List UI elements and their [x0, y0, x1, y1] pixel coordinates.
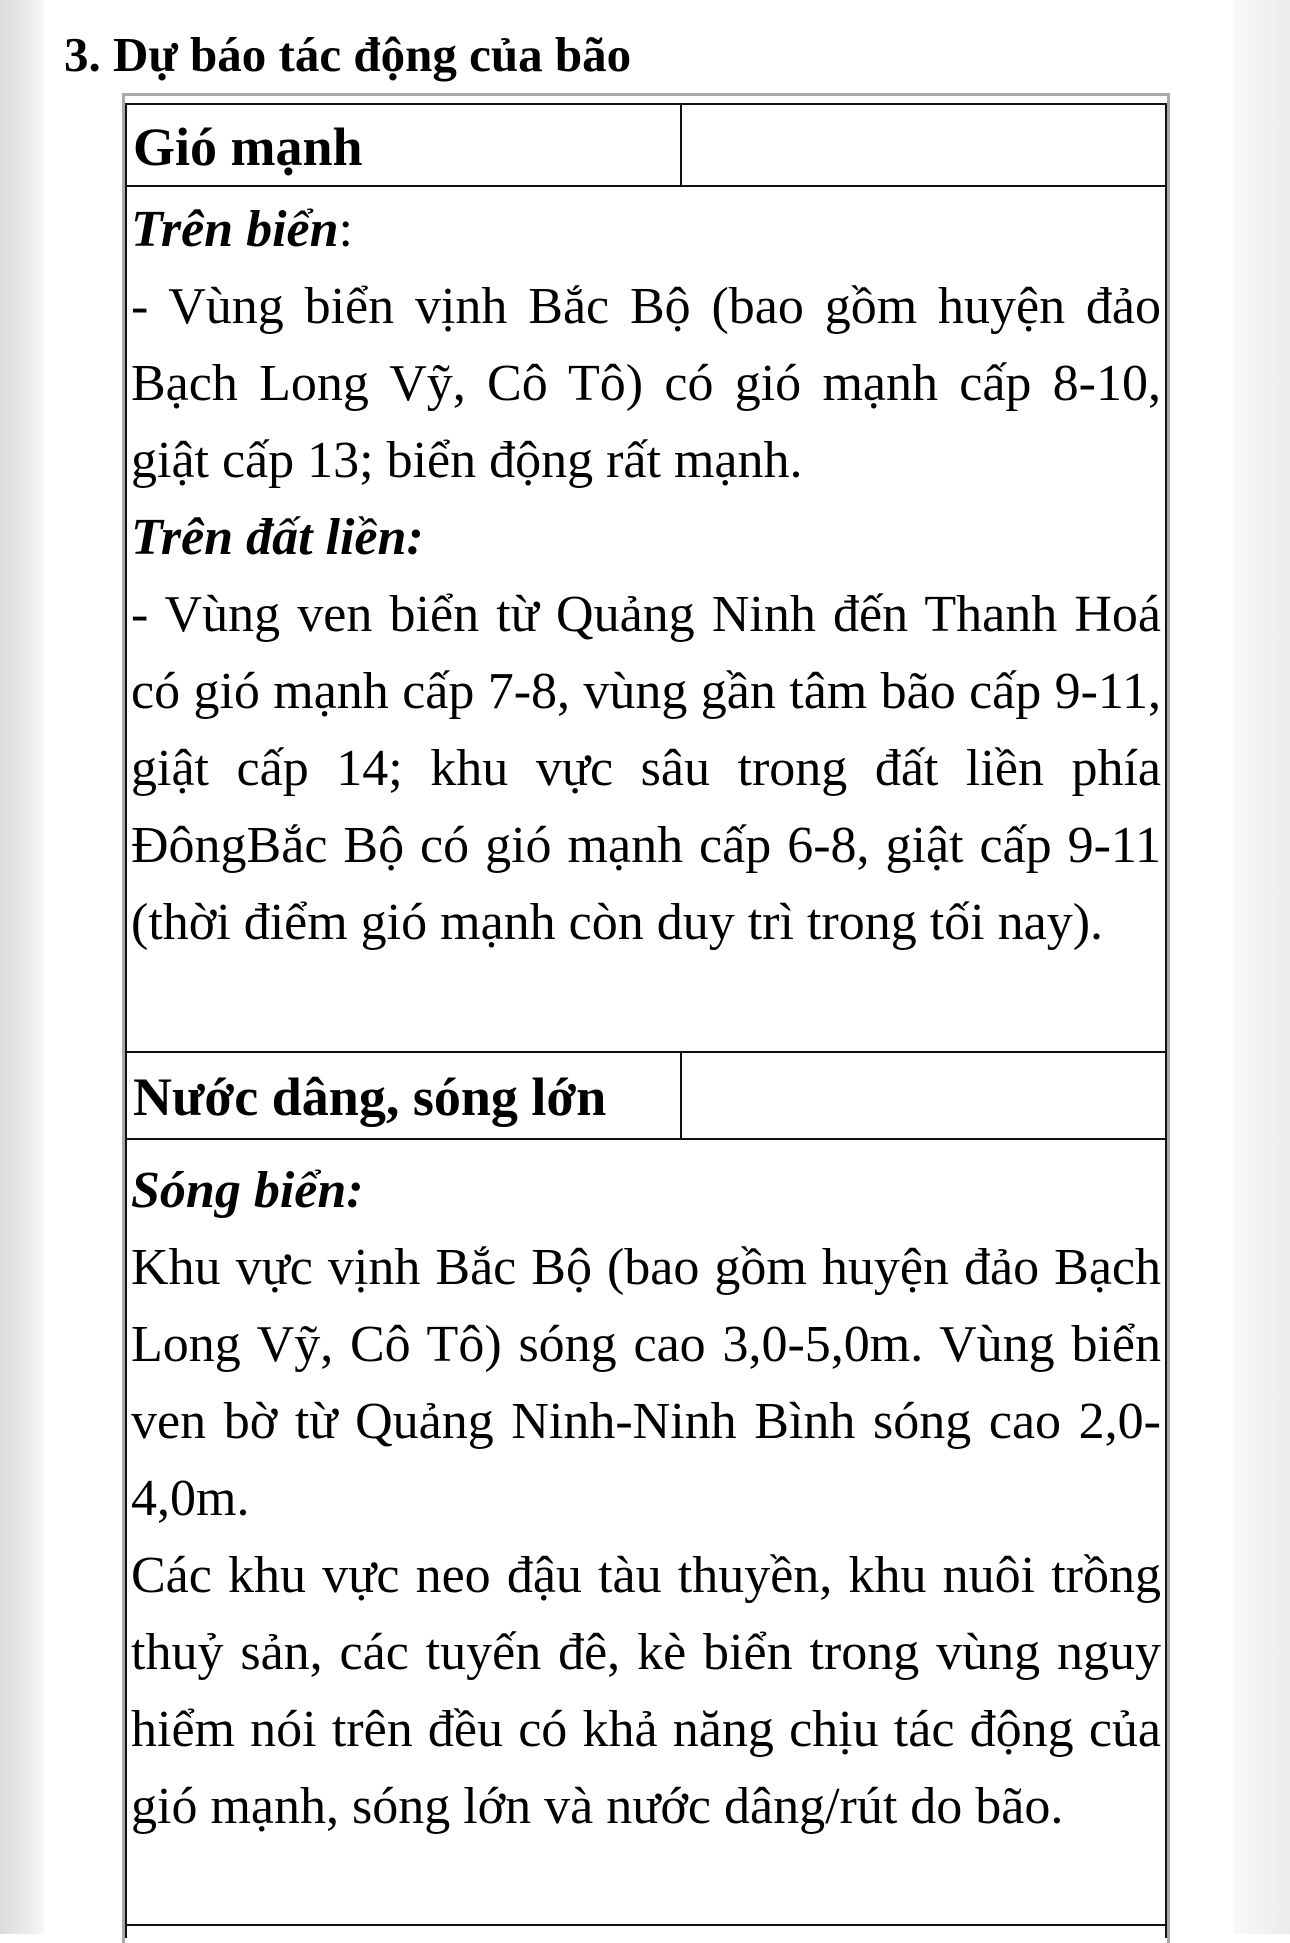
waves-text-2: Các khu vực neo đậu tàu thuyền, khu nuôi trồng thuỷ sản, các tuyến đê, kè biển trong vùng nguy hiểm nói trên đều có khả năng chịu tác động của gió mạnh, sóng lớn và nước dâng/rút do bão. — [131, 1547, 1161, 1835]
wind-header: Gió mạnh — [133, 117, 363, 177]
surge-header-cell — [125, 1051, 682, 1140]
sea-label-line — [131, 191, 1161, 268]
next-row-border — [125, 1924, 1167, 1934]
sea-label-colon: : — [338, 201, 353, 258]
wind-header-cell — [125, 103, 682, 187]
land-text: - Vùng ven biển từ Quảng Ninh đến Thanh Hoá có gió mạnh cấp 7-8, vùng gần tâm bão cấp 9-11, giật cấp 14; khu vực sâu trong đất liền phía ĐôngBắc Bộ có gió mạnh cấp 6-8, giật cấp 9-11 (thời điểm gió mạnh còn duy trì trong tối nay). — [131, 586, 1161, 951]
wind-body-cell — [125, 185, 1167, 1053]
right-margin-shade — [1234, 0, 1290, 1934]
waves-text-1: Khu vực vịnh Bắc Bộ (bao gồm huyện đảo Bạch Long Vỹ, Cô Tô) sóng cao 3,0-5,0m. Vùng biển ven bờ từ Quảng Ninh-Ninh Bình sóng cao 2,0-4,0m. — [131, 1239, 1161, 1527]
waves-label: Sóng biển: — [131, 1162, 364, 1219]
surge-body-cell — [125, 1138, 1167, 1938]
land-label: Trên đất liền: — [131, 509, 424, 566]
section-title: 3. Dự báo tác động của bão — [64, 27, 632, 82]
left-margin-shade — [0, 0, 44, 1934]
sea-label: Trên biển — [131, 201, 339, 258]
wind-header-side-cell — [680, 103, 1167, 187]
surge-header-side-cell — [680, 1051, 1167, 1140]
surge-header: Nước dâng, sóng lớn — [133, 1067, 607, 1127]
wind-body — [131, 191, 1161, 961]
surge-body — [131, 1152, 1161, 1845]
sea-text: - Vùng biển vịnh Bắc Bộ (bao gồm huyện đảo Bạch Long Vỹ, Cô Tô) có gió mạnh cấp 8-10, giật cấp 13; biển động rất mạnh. — [131, 278, 1161, 489]
